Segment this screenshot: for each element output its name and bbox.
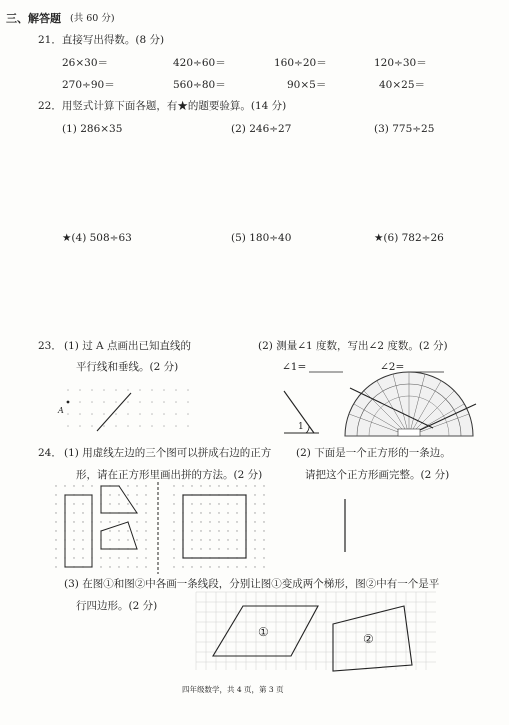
q22-item: ★(4) 508÷63: [62, 232, 132, 244]
q21-item: 420÷60＝: [173, 57, 226, 69]
q22-title: 22．用竖式计算下面各题，有★的题要验算。(14 分): [38, 100, 287, 112]
q21-item: 40×25＝: [379, 79, 426, 91]
q24-dot-grid-right: [173, 485, 264, 567]
point-a-label: A: [58, 406, 64, 415]
section-score: (共 60 分): [70, 13, 115, 24]
q21-item: 90×5＝: [287, 79, 327, 91]
q24-part3-line2: 行四边形。(2 分): [76, 600, 158, 612]
q22-item: (3) 775÷25: [374, 123, 435, 135]
angle1-answer-label: ∠1=: [282, 361, 307, 373]
q23-part1-line1: (1) 过 A 点画出已知直线的: [64, 340, 191, 352]
q21-item: 120÷30＝: [374, 57, 427, 69]
trapezoid-piece-top: [101, 486, 137, 513]
angle1-label: 1: [298, 422, 304, 432]
shape2-label: ②: [363, 632, 374, 646]
q24-square-grid: [196, 592, 436, 670]
q21-item: 270÷90＝: [62, 79, 115, 91]
q23-number: 23．: [38, 340, 62, 352]
q21-item: 26×30＝: [62, 57, 109, 69]
q24-part2-line2: 请把这个正方形画完整。(2 分): [305, 469, 450, 481]
shape1-label: ①: [258, 625, 269, 639]
rectangle-piece: [65, 495, 92, 567]
q21-item: 560÷80＝: [173, 79, 226, 91]
q22-item: ★(6) 782÷26: [374, 232, 444, 244]
parallelogram-shape-1[interactable]: [213, 606, 318, 656]
q23-part1-line2: 平行线和垂线。(2 分): [76, 361, 179, 373]
q24-part3-line1: (3) 在图①和图②中各画一条线段，分别让图①变成两个梯形，图②中有一个是平: [64, 578, 440, 590]
given-line: [97, 393, 131, 431]
section-title: 三、解答题: [6, 12, 61, 25]
page-footer: 四年级数学，共 4 页，第 3 页: [182, 685, 284, 694]
point-a: [67, 401, 70, 404]
q21-item: 160÷20＝: [274, 57, 327, 69]
q24-part1-line2: 形，请在正方形里画出拼的方法。(2 分): [76, 469, 263, 481]
q22-item: (5) 180÷40: [231, 232, 292, 244]
q21-title: 21．直接写出得数。(8 分): [38, 34, 165, 46]
q23-part2-line1: (2) 测量∠1 度数，写出∠2 度数。(2 分): [258, 340, 448, 352]
quadrilateral-shape-2[interactable]: [333, 606, 412, 671]
angle1-figure: [284, 391, 319, 433]
q24-number: 24．: [38, 447, 62, 459]
q22-item: (1) 286×35: [62, 123, 123, 135]
trapezoid-piece-bottom: [101, 522, 137, 549]
q22-item: (2) 246÷27: [231, 123, 292, 135]
angle2-answer-label: ∠2=: [380, 361, 405, 373]
q23-dot-grid: [67, 389, 189, 427]
protractor-figure: [345, 372, 476, 436]
q24-part1-line1: (1) 用虚线左边的三个图可以拼成右边的正方: [64, 447, 272, 459]
q24-part2-line1: (2) 下面是一个正方形的一条边。: [296, 447, 451, 459]
